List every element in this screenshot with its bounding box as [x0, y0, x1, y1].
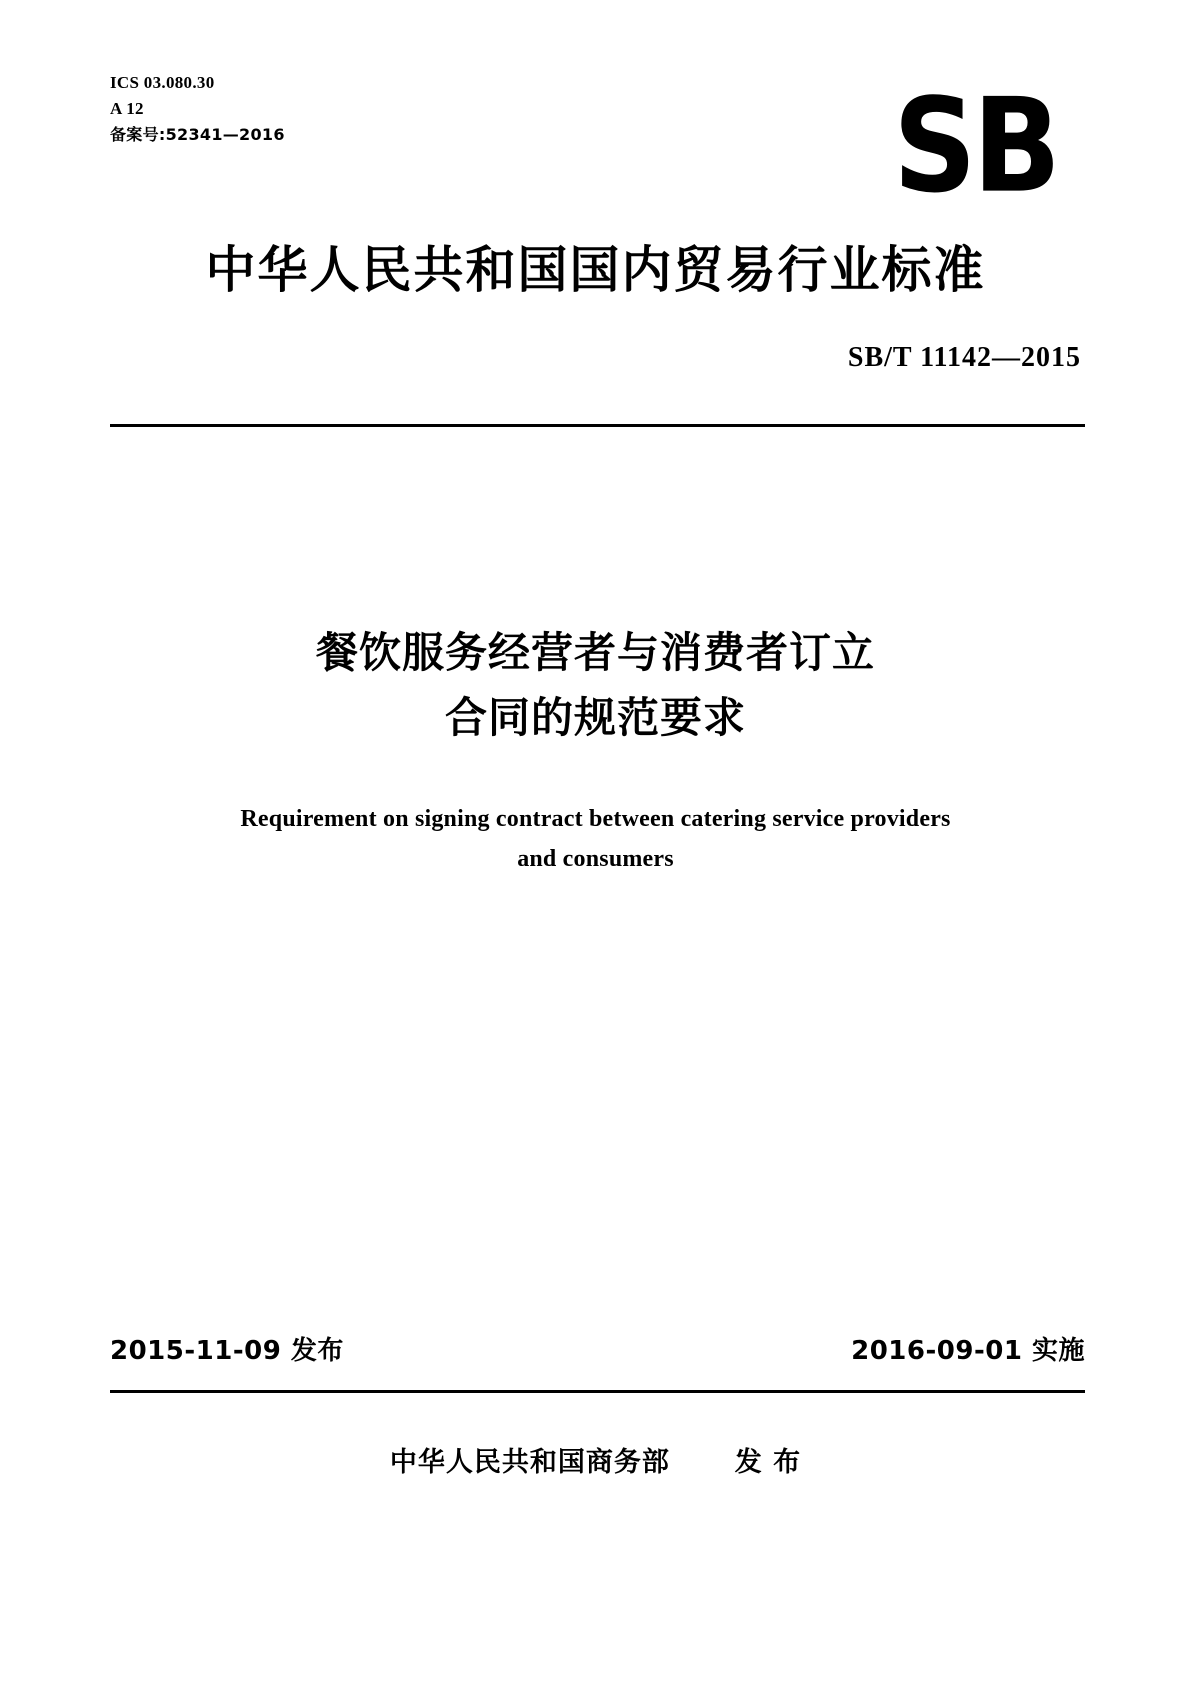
document-title-english-line2: and consumers [517, 845, 674, 872]
ics-block [110, 70, 285, 147]
document-title-chinese [150, 620, 1041, 750]
publisher-organization: 中华人民共和国商务部 [389, 1447, 670, 1478]
issue-date: 2015-11-09 发布 [110, 1336, 344, 1366]
sb-logo: SB [893, 70, 1057, 222]
divider-top [110, 424, 1085, 427]
document-title-english [170, 800, 1021, 879]
implementation-date: 2016-09-01 实施 [851, 1336, 1085, 1366]
document-title-chinese-line2: 合同的规范要求 [444, 693, 746, 743]
date-row [110, 1330, 1085, 1367]
national-standard-title: 中华人民共和国国内贸易行业标准 [205, 241, 986, 299]
document-title-chinese-line1: 餐饮服务经营者与消费者订立 [315, 628, 875, 677]
classification-code: A 12 [110, 99, 144, 119]
standard-number: SB/T 11142—2015 [847, 342, 1081, 373]
publisher-line [0, 1440, 1191, 1479]
publisher-action: 发 布 [734, 1447, 802, 1478]
header-zone [110, 70, 1085, 250]
record-number: 备案号:52341—2016 [110, 124, 285, 144]
divider-bottom [110, 1390, 1085, 1393]
document-title-english-line1: Requirement on signing contract between catering service providers [240, 806, 951, 832]
ics-code: ICS 03.080.30 [110, 73, 215, 92]
